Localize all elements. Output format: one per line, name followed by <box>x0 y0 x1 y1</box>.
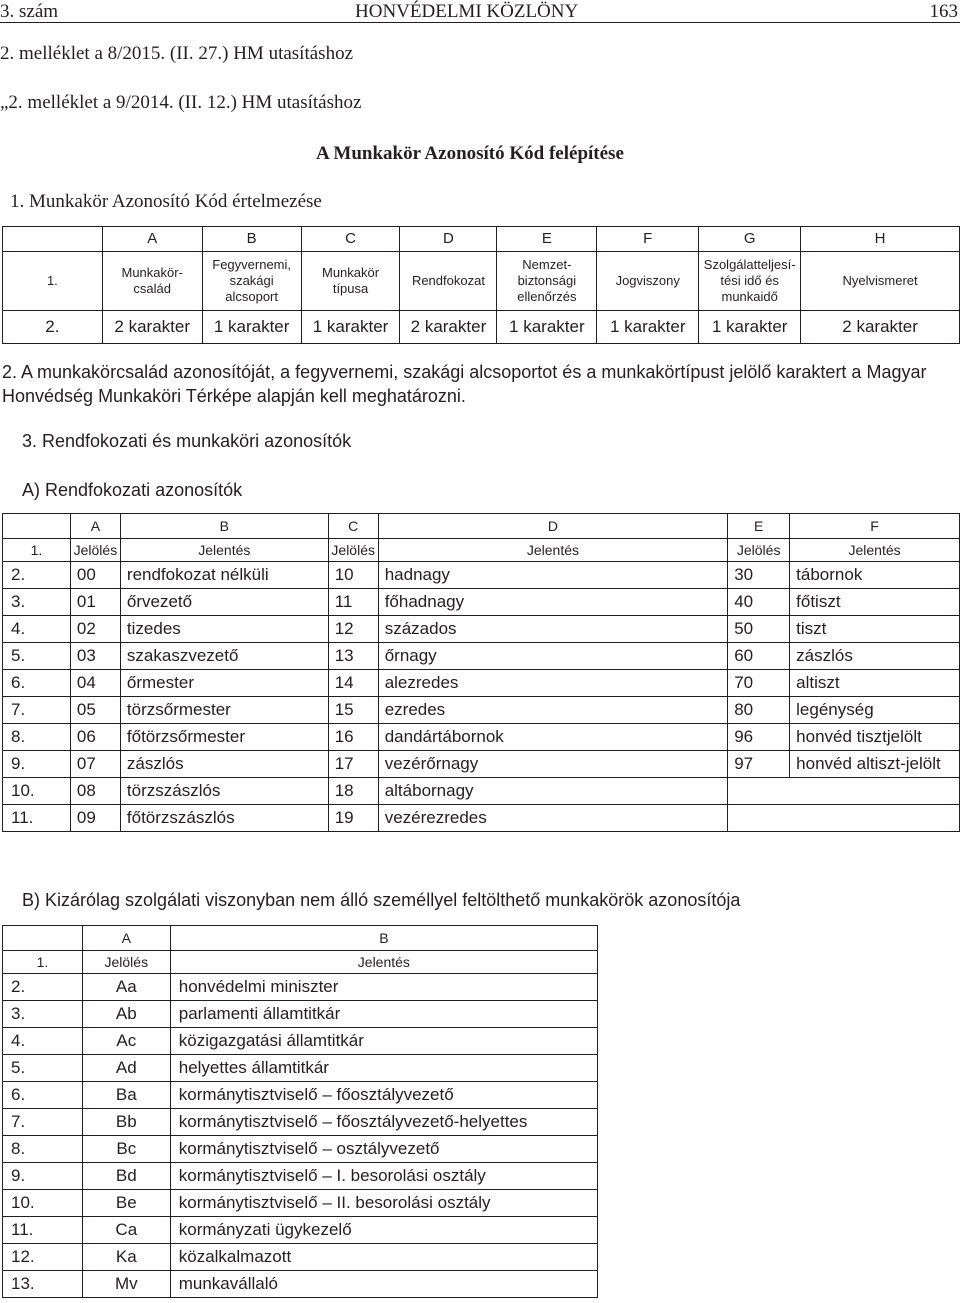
meaning-cell: főtörzsőrmester <box>120 724 328 751</box>
meaning-cell: kormányzati ügykezelő <box>170 1217 597 1244</box>
code-cell: 80 <box>728 697 790 724</box>
meaning-cell: rendfokozat nélküli <box>120 562 328 589</box>
code-cell: 97 <box>728 751 790 778</box>
code-cell: 04 <box>70 670 120 697</box>
length-cell: 2 karakter <box>102 311 202 344</box>
row-number: 9. <box>3 1163 83 1190</box>
meaning-cell: szakaszvezető <box>120 643 328 670</box>
meaning-cell: altiszt <box>790 670 960 697</box>
column-letter: A <box>102 227 202 252</box>
code-cell: 01 <box>70 589 120 616</box>
column-letter: C <box>328 514 378 539</box>
subheader-cell: Jelölés <box>728 539 790 562</box>
code-cell: 60 <box>728 643 790 670</box>
code-cell: Bc <box>82 1136 170 1163</box>
column-letter: A <box>70 514 120 539</box>
column-letter: E <box>728 514 790 539</box>
table-row <box>3 974 598 1001</box>
journal-title: HONVÉDELMI KÖZLÖNY <box>355 1 579 22</box>
meaning-cell: honvéd tisztjelölt <box>790 724 960 751</box>
field-name-cell: Nyelvismeret <box>801 252 960 311</box>
meaning-cell: tiszt <box>790 616 960 643</box>
code-cell: 14 <box>328 670 378 697</box>
meaning-cell: főtiszt <box>790 589 960 616</box>
meaning-cell: helyettes államtitkár <box>170 1055 597 1082</box>
table-row <box>3 1055 598 1082</box>
subheader-cell: Jelölés <box>70 539 120 562</box>
table-header-row <box>3 227 960 252</box>
table-row <box>3 1190 598 1217</box>
row-number: 7. <box>3 697 71 724</box>
page-header <box>0 0 960 23</box>
page-number: 163 <box>929 1 958 22</box>
table-header-row <box>3 926 598 951</box>
length-cell: 1 karakter <box>597 311 699 344</box>
meaning-cell: alezredes <box>378 670 728 697</box>
code-cell: Aa <box>82 974 170 1001</box>
code-cell: 00 <box>70 562 120 589</box>
subheader-cell: Jelentés <box>790 539 960 562</box>
meaning-cell: honvéd altiszt-jelölt <box>790 751 960 778</box>
column-letter: F <box>790 514 960 539</box>
column-letter: E <box>497 227 597 252</box>
row-number: 10. <box>3 778 71 805</box>
table-row <box>3 778 960 805</box>
issue-number: 3. szám <box>0 1 59 22</box>
field-name-cell: Rendfokozat <box>400 252 497 311</box>
meaning-cell: vezérezredes <box>378 805 728 832</box>
column-letter: B <box>202 227 301 252</box>
code-cell: Be <box>82 1190 170 1217</box>
code-cell: Ac <box>82 1028 170 1055</box>
row-number: 11. <box>3 1217 83 1244</box>
subheader-cell: Jelentés <box>120 539 328 562</box>
field-name-cell: Munkakör- család <box>102 252 202 311</box>
empty-cell <box>3 227 103 252</box>
table-row <box>3 1163 598 1190</box>
row-number: 2. <box>3 562 71 589</box>
meaning-cell: törzszászlós <box>120 778 328 805</box>
paragraph-2: 2. A munkakörcsalád azonosítóját, a fegyvernemi, szakági alcsoportot és a munkakörtípust jelölő karaktert a Magyar Honvédség Munkaköri Térképe alapján kell meghatározni. <box>2 362 927 406</box>
annex-line-1: 2. melléklet a 8/2015. (II. 27.) HM utasításhoz <box>0 43 354 64</box>
row-number: 2. <box>3 974 83 1001</box>
table-row <box>3 697 960 724</box>
meaning-cell: százados <box>378 616 728 643</box>
code-cell: Bd <box>82 1163 170 1190</box>
code-cell: 19 <box>328 805 378 832</box>
table-row <box>3 562 960 589</box>
table-row <box>3 1109 598 1136</box>
code-cell: Ka <box>82 1244 170 1271</box>
table-row <box>3 1136 598 1163</box>
table-row <box>3 311 960 344</box>
table-header-row <box>3 514 960 539</box>
meaning-cell: törzsőrmester <box>120 697 328 724</box>
code-cell: 15 <box>328 697 378 724</box>
length-cell: 1 karakter <box>202 311 301 344</box>
row-number: 3. <box>3 1001 83 1028</box>
code-cell: 10 <box>328 562 378 589</box>
table-row <box>3 1271 598 1298</box>
field-name-cell: Munkakör típusa <box>301 252 400 311</box>
section-a-heading: A) Rendfokozati azonosítók <box>22 480 243 500</box>
section-1-heading: 1. Munkakör Azonosító Kód értelmezése <box>10 191 322 212</box>
meaning-cell: őrnagy <box>378 643 728 670</box>
meaning-cell: munkavállaló <box>170 1271 597 1298</box>
meaning-cell: kormánytisztviselő – II. besorolási osztály <box>170 1190 597 1217</box>
code-cell: 11 <box>328 589 378 616</box>
column-letter: D <box>378 514 728 539</box>
code-cell: 40 <box>728 589 790 616</box>
row-number: 1. <box>3 951 83 974</box>
meaning-cell: főtörzszászlós <box>120 805 328 832</box>
meaning-cell: kormánytisztviselő – főosztályvezető-helyettes <box>170 1109 597 1136</box>
subheader-cell: Jelölés <box>82 951 170 974</box>
table-row <box>3 1001 598 1028</box>
code-cell: 13 <box>328 643 378 670</box>
meaning-cell: altábornagy <box>378 778 728 805</box>
meaning-cell: tizedes <box>120 616 328 643</box>
column-letter: B <box>120 514 328 539</box>
document-title: A Munkakör Azonosító Kód felépítése <box>316 143 624 164</box>
column-letter: H <box>801 227 960 252</box>
civilian-codes-table <box>2 925 598 1298</box>
code-cell: 05 <box>70 697 120 724</box>
row-number: 6. <box>3 1082 83 1109</box>
code-cell: 03 <box>70 643 120 670</box>
code-cell: 16 <box>328 724 378 751</box>
meaning-cell: kormánytisztviselő – főosztályvezető <box>170 1082 597 1109</box>
column-letter: F <box>597 227 699 252</box>
code-cell: 50 <box>728 616 790 643</box>
field-name-cell: Nemzet- biztonsági ellenőrzés <box>497 252 597 311</box>
meaning-cell: hadnagy <box>378 562 728 589</box>
code-cell: Ca <box>82 1217 170 1244</box>
table-subheader-row <box>3 539 960 562</box>
table-row <box>3 643 960 670</box>
rank-codes-table <box>2 513 960 832</box>
row-number: 1. <box>3 539 71 562</box>
code-cell: 06 <box>70 724 120 751</box>
meaning-cell: zászlós <box>120 751 328 778</box>
meaning-cell: közalkalmazott <box>170 1244 597 1271</box>
meaning-cell: dandártábornok <box>378 724 728 751</box>
field-name-cell: Jogviszony <box>597 252 699 311</box>
length-cell: 1 karakter <box>497 311 597 344</box>
table-subheader-row <box>3 951 598 974</box>
row-number: 12. <box>3 1244 83 1271</box>
row-number: 1. <box>3 252 103 311</box>
empty-cell <box>728 805 960 832</box>
code-cell: 17 <box>328 751 378 778</box>
row-number: 3. <box>3 589 71 616</box>
meaning-cell: honvédelmi miniszter <box>170 974 597 1001</box>
code-cell: Bb <box>82 1109 170 1136</box>
structure-table <box>2 226 960 344</box>
empty-cell <box>3 514 71 539</box>
row-number: 6. <box>3 670 71 697</box>
table-row <box>3 1028 598 1055</box>
code-cell: Ad <box>82 1055 170 1082</box>
meaning-cell: legénység <box>790 697 960 724</box>
meaning-cell: tábornok <box>790 562 960 589</box>
meaning-cell: kormánytisztviselő – osztályvezető <box>170 1136 597 1163</box>
row-number: 8. <box>3 1136 83 1163</box>
code-cell: 70 <box>728 670 790 697</box>
meaning-cell: közigazgatási államtitkár <box>170 1028 597 1055</box>
table-row <box>3 252 960 311</box>
row-number: 2. <box>3 311 103 344</box>
length-cell: 1 karakter <box>301 311 400 344</box>
section-3-heading: 3. Rendfokozati és munkaköri azonosítók <box>22 431 352 451</box>
column-letter: G <box>699 227 801 252</box>
row-number: 5. <box>3 643 71 670</box>
column-letter: D <box>400 227 497 252</box>
code-cell: 96 <box>728 724 790 751</box>
table-row <box>3 589 960 616</box>
meaning-cell: őrvezető <box>120 589 328 616</box>
row-number: 11. <box>3 805 71 832</box>
column-letter: A <box>82 926 170 951</box>
meaning-cell: őrmester <box>120 670 328 697</box>
table-row <box>3 670 960 697</box>
section-b-heading: B) Kizárólag szolgálati viszonyban nem álló személlyel feltölthető munkakörök azonosítója <box>22 890 741 910</box>
table-row <box>3 616 960 643</box>
code-cell: 18 <box>328 778 378 805</box>
table-row <box>3 805 960 832</box>
column-letter: B <box>170 926 597 951</box>
code-cell: 02 <box>70 616 120 643</box>
row-number: 7. <box>3 1109 83 1136</box>
code-cell: 07 <box>70 751 120 778</box>
column-letter: C <box>301 227 400 252</box>
table-row <box>3 1244 598 1271</box>
row-number: 9. <box>3 751 71 778</box>
code-cell: 09 <box>70 805 120 832</box>
row-number: 8. <box>3 724 71 751</box>
annex-line-2: „2. melléklet a 9/2014. (II. 12.) HM utasításhoz <box>0 92 362 113</box>
code-cell: Ba <box>82 1082 170 1109</box>
code-cell: Ab <box>82 1001 170 1028</box>
length-cell: 2 karakter <box>801 311 960 344</box>
row-number: 4. <box>3 616 71 643</box>
subheader-cell: Jelentés <box>378 539 728 562</box>
meaning-cell: főhadnagy <box>378 589 728 616</box>
subheader-cell: Jelentés <box>170 951 597 974</box>
meaning-cell: kormánytisztviselő – I. besorolási osztály <box>170 1163 597 1190</box>
table-row <box>3 1082 598 1109</box>
subheader-cell: Jelölés <box>328 539 378 562</box>
code-cell: Mv <box>82 1271 170 1298</box>
row-number: 10. <box>3 1190 83 1217</box>
empty-cell <box>3 926 83 951</box>
table-row <box>3 724 960 751</box>
row-number: 13. <box>3 1271 83 1298</box>
meaning-cell: parlamenti államtitkár <box>170 1001 597 1028</box>
length-cell: 1 karakter <box>699 311 801 344</box>
meaning-cell: zászlós <box>790 643 960 670</box>
table-row <box>3 1217 598 1244</box>
code-cell: 08 <box>70 778 120 805</box>
meaning-cell: vezérőrnagy <box>378 751 728 778</box>
field-name-cell: Szolgálatteljesí- tési idő és munkaidő <box>699 252 801 311</box>
code-cell: 30 <box>728 562 790 589</box>
field-name-cell: Fegyvernemi, szakági alcsoport <box>202 252 301 311</box>
meaning-cell: ezredes <box>378 697 728 724</box>
length-cell: 2 karakter <box>400 311 497 344</box>
table-row <box>3 751 960 778</box>
empty-cell <box>728 778 960 805</box>
row-number: 4. <box>3 1028 83 1055</box>
code-cell: 12 <box>328 616 378 643</box>
row-number: 5. <box>3 1055 83 1082</box>
